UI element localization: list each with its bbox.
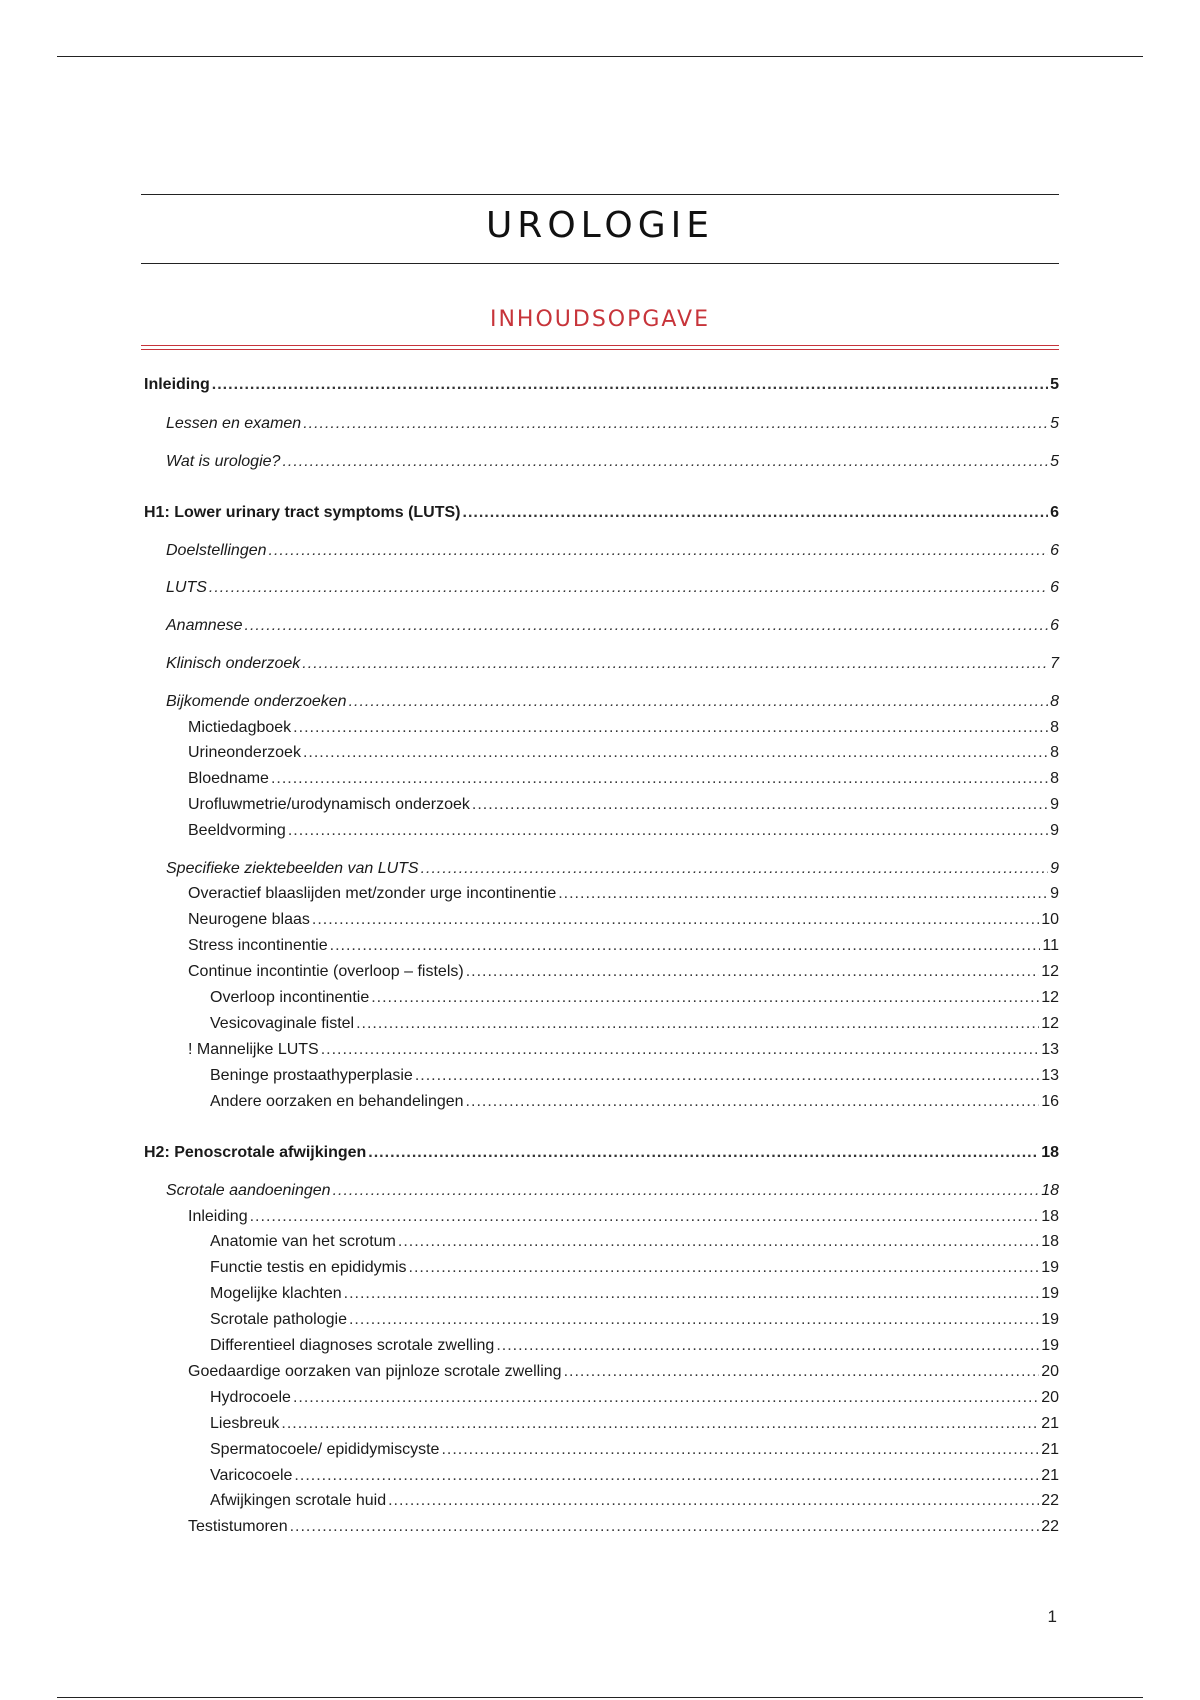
toc-entry-page: 8: [1050, 719, 1059, 736]
toc-leader-dots: [463, 503, 1049, 523]
toc-entry-page: 12: [1041, 989, 1059, 1006]
toc-entry-doelstellingen[interactable]: [166, 541, 1059, 561]
toc-entry-label: Bloedname: [188, 770, 269, 787]
toc-entry-scrotale-pathologie[interactable]: [210, 1310, 1059, 1330]
toc-leader-dots: [294, 1466, 1039, 1486]
toc-entry-page: 8: [1050, 744, 1059, 761]
toc-entry-bloedname[interactable]: [188, 769, 1059, 789]
toc-entry-mannelijke-luts[interactable]: [188, 1040, 1059, 1060]
toc-leader-dots: [245, 616, 1049, 636]
toc-entry-page: 19: [1041, 1285, 1059, 1302]
toc-entry-afwijkingen-scrotale-huid[interactable]: [210, 1491, 1059, 1511]
toc-entry-label: Urineonderzoek: [188, 744, 301, 761]
toc-entry-mogelijke-klachten[interactable]: [210, 1284, 1059, 1304]
title-block: [141, 194, 1059, 264]
toc-leader-dots: [250, 1207, 1040, 1227]
toc-leader-dots: [282, 452, 1048, 472]
toc-entry-label: Overactief blaaslijden met/zonder urge incontinentie: [188, 885, 557, 902]
toc-entry-stress-incontinentie[interactable]: [188, 936, 1059, 956]
toc-leader-dots: [496, 1336, 1039, 1356]
toc-entry-page: 18: [1041, 1182, 1059, 1199]
toc-leader-dots: [271, 769, 1048, 789]
toc-entry-functie-testis[interactable]: [210, 1258, 1059, 1278]
toc-entry-page: 21: [1041, 1415, 1059, 1432]
toc-entry-page: 16: [1041, 1093, 1059, 1110]
toc-entry-label: Overloop incontinentie: [210, 989, 370, 1006]
toc-entry-label: Scrotale pathologie: [210, 1311, 347, 1328]
toc-entry-urofluwmetrie[interactable]: [188, 795, 1059, 815]
toc-entry-bijkomende-onderzoeken[interactable]: [166, 692, 1059, 712]
toc-entry-page: 6: [1050, 504, 1059, 521]
toc-leader-dots: [269, 541, 1049, 561]
toc-entry-page: 21: [1041, 1467, 1059, 1484]
toc-entry-page: 19: [1041, 1337, 1059, 1354]
toc-entry-page: 5: [1050, 376, 1059, 393]
toc-leader-dots: [466, 962, 1040, 982]
toc-entry-label: Testistumoren: [188, 1518, 288, 1535]
toc-leader-dots: [333, 1181, 1040, 1201]
toc-entry-page: 7: [1050, 655, 1059, 672]
toc-entry-anamnese[interactable]: [166, 616, 1059, 636]
toc-entry-label: H1: Lower urinary tract symptoms (LUTS): [144, 504, 461, 521]
toc-entry-page: 12: [1041, 963, 1059, 980]
toc-entry-page: 9: [1050, 860, 1059, 877]
toc-entry-testistumoren[interactable]: [188, 1517, 1059, 1537]
toc-leader-dots: [371, 988, 1039, 1008]
toc-entry-page: 18: [1041, 1208, 1059, 1225]
toc-entry-page: 19: [1041, 1259, 1059, 1276]
toc-leader-dots: [368, 1143, 1039, 1163]
toc-leader-dots: [349, 1310, 1039, 1330]
toc-heading: INHOUDSOPGAVE: [489, 307, 711, 332]
toc-leader-dots: [209, 578, 1048, 598]
toc-leader-dots: [466, 1092, 1040, 1112]
toc-entry-page: 20: [1041, 1363, 1059, 1380]
toc-leader-dots: [293, 1388, 1039, 1408]
toc-entry-page: 18: [1041, 1233, 1059, 1250]
toc-entry-label: Wat is urologie?: [166, 453, 281, 470]
toc-entry-page: 6: [1050, 579, 1059, 596]
toc-leader-dots: [321, 1040, 1039, 1060]
toc-entry-label: Lessen en examen: [166, 415, 302, 432]
toc-entry-label: Scrotale aandoeningen: [166, 1182, 331, 1199]
toc-entry-page: 6: [1050, 617, 1059, 634]
toc-entry-label: Anatomie van het scrotum: [210, 1233, 396, 1250]
toc-entry-label: Doelstellingen: [166, 542, 267, 559]
toc-entry-inleiding[interactable]: [144, 375, 1059, 395]
toc-leader-dots: [288, 821, 1048, 841]
toc-entry-page: 18: [1041, 1144, 1059, 1161]
toc-leader-dots: [281, 1414, 1039, 1434]
toc-entry-hydrocoele[interactable]: [210, 1388, 1059, 1408]
toc-entry-page: 5: [1050, 453, 1059, 470]
toc-entry-label: Mictiedagboek: [188, 719, 292, 736]
toc-leader-dots: [303, 743, 1048, 763]
toc-entry-label: Afwijkingen scrotale huid: [210, 1492, 387, 1509]
toc-entry-goedaardige-oorzaken[interactable]: [188, 1362, 1059, 1382]
toc-entry-label: Spermatocoele/ epididymiscyste: [210, 1441, 440, 1458]
toc-leader-dots: [356, 1014, 1039, 1034]
toc-entry-label: Hydrocoele: [210, 1389, 291, 1406]
toc-entry-scrotale-aandoeningen[interactable]: [166, 1181, 1059, 1201]
toc-entry-liesbreuk[interactable]: [210, 1414, 1059, 1434]
toc-leader-dots: [293, 718, 1048, 738]
toc-entry-inleiding-scrotaal[interactable]: [188, 1207, 1059, 1227]
page-footer-rule: [57, 1697, 1143, 1698]
toc-entry-beeldvorming[interactable]: [188, 821, 1059, 841]
toc-entry-neurogene-blaas[interactable]: [188, 910, 1059, 930]
toc-leader-dots: [558, 884, 1048, 904]
toc-entry-label: Anamnese: [166, 617, 243, 634]
toc-entry-overloop-incontinentie[interactable]: [210, 988, 1059, 1008]
toc-entry-label: LUTS: [166, 579, 207, 596]
toc-entry-specifieke-ziektebeelden[interactable]: [166, 859, 1059, 879]
toc-entry-page: 10: [1041, 911, 1059, 928]
toc-entry-label: ! Mannelijke LUTS: [188, 1041, 319, 1058]
toc-entry-label: Neurogene blaas: [188, 911, 310, 928]
toc-entry-luts[interactable]: [166, 578, 1059, 598]
toc-entry-differentieel-diagnoses[interactable]: [210, 1336, 1059, 1356]
toc-entry-page: 22: [1041, 1518, 1059, 1535]
toc-entry-page: 9: [1050, 885, 1059, 902]
toc-entry-label: Mogelijke klachten: [210, 1285, 342, 1302]
toc-entry-label: Inleiding: [144, 376, 210, 393]
toc-entry-label: Differentieel diagnoses scrotale zwelling: [210, 1337, 495, 1354]
toc-entry-label: Varicocoele: [210, 1467, 293, 1484]
toc-leader-dots: [349, 692, 1049, 712]
toc-entry-page: 12: [1041, 1015, 1059, 1032]
toc-entry-label: Specifieke ziektebeelden van LUTS: [166, 860, 419, 877]
toc-entry-label: Andere oorzaken en behandelingen: [210, 1093, 464, 1110]
toc-entry-beninge-prostaathyperplasie[interactable]: [210, 1066, 1059, 1086]
toc-entry-page: 9: [1050, 822, 1059, 839]
toc-leader-dots: [312, 910, 1039, 930]
toc-entry-label: Urofluwmetrie/urodynamisch onderzoek: [188, 796, 470, 813]
toc-entry-mictiedagboek[interactable]: [188, 718, 1059, 738]
toc-leader-dots: [290, 1517, 1040, 1537]
document-title: UROLOGIE: [485, 205, 715, 246]
toc-leader-dots: [421, 859, 1049, 879]
toc-leader-dots: [441, 1440, 1039, 1460]
toc-entry-andere-oorzaken[interactable]: [210, 1092, 1059, 1112]
toc-entry-label: Beeldvorming: [188, 822, 286, 839]
toc-entry-label: Continue incontintie (overloop – fistels): [188, 963, 464, 980]
toc-entry-page: 8: [1050, 693, 1059, 710]
toc-entry-anatomie-scrotum[interactable]: [210, 1232, 1059, 1252]
toc-leader-dots: [344, 1284, 1040, 1304]
toc-entry-page: 8: [1050, 770, 1059, 787]
toc-entry-page: 21: [1041, 1441, 1059, 1458]
toc-entry-label: Stress incontinentie: [188, 937, 328, 954]
toc-entry-label: Bijkomende onderzoeken: [166, 693, 347, 710]
toc-leader-dots: [409, 1258, 1040, 1278]
toc-entry-label: Inleiding: [188, 1208, 248, 1225]
toc-entry-page: 19: [1041, 1311, 1059, 1328]
toc-leader-dots: [388, 1491, 1039, 1511]
toc-entry-label: Beninge prostaathyperplasie: [210, 1067, 413, 1084]
toc-leader-dots: [330, 936, 1041, 956]
toc-leader-dots: [303, 414, 1048, 434]
toc-entry-klinisch-onderzoek[interactable]: [166, 654, 1059, 674]
toc-entry-page: 22: [1041, 1492, 1059, 1509]
toc-entry-h1-luts[interactable]: [144, 503, 1059, 523]
toc-entry-page: 13: [1041, 1041, 1059, 1058]
toc-entry-label: H2: Penoscrotale afwijkingen: [144, 1144, 367, 1161]
toc-entry-label: Klinisch onderzoek: [166, 655, 301, 672]
toc-entry-label: Vesicovaginale fistel: [210, 1015, 355, 1032]
toc-entry-label: Liesbreuk: [210, 1415, 280, 1432]
toc-entry-varicocoele[interactable]: [210, 1466, 1059, 1486]
toc-leader-dots: [415, 1066, 1039, 1086]
toc-entry-page: 6: [1050, 542, 1059, 559]
toc-entry-label: Functie testis en epididymis: [210, 1259, 407, 1276]
toc-entry-vesicovaginale-fistel[interactable]: [210, 1014, 1059, 1034]
toc-entry-page: 9: [1050, 796, 1059, 813]
toc-entry-lessen-en-examen[interactable]: [166, 414, 1059, 434]
toc-leader-dots: [472, 795, 1048, 815]
toc-entry-wat-is-urologie[interactable]: [166, 452, 1059, 472]
toc-leader-dots: [398, 1232, 1039, 1252]
toc-entry-page: 11: [1042, 937, 1059, 954]
toc-entry-label: Goedaardige oorzaken van pijnloze scrotale zwelling: [188, 1363, 562, 1380]
toc-entry-urineonderzoek[interactable]: [188, 743, 1059, 763]
toc-leader-dots: [302, 654, 1048, 674]
toc-entry-page: 13: [1041, 1067, 1059, 1084]
toc-entry-overactief-blaaslijden[interactable]: [188, 884, 1059, 904]
toc-entry-page: 20: [1041, 1389, 1059, 1406]
toc-leader-dots: [564, 1362, 1040, 1382]
toc-entry-spermatocoele[interactable]: [210, 1440, 1059, 1460]
toc-leader-dots: [212, 375, 1048, 395]
toc-heading-rule: [141, 345, 1059, 350]
toc-entry-continue-incontintie[interactable]: [188, 962, 1059, 982]
page-header-rule: [57, 56, 1143, 57]
page-number: 1: [1047, 1607, 1057, 1626]
toc-entry-h2-penoscrotale[interactable]: [144, 1143, 1059, 1163]
toc-entry-page: 5: [1050, 415, 1059, 432]
